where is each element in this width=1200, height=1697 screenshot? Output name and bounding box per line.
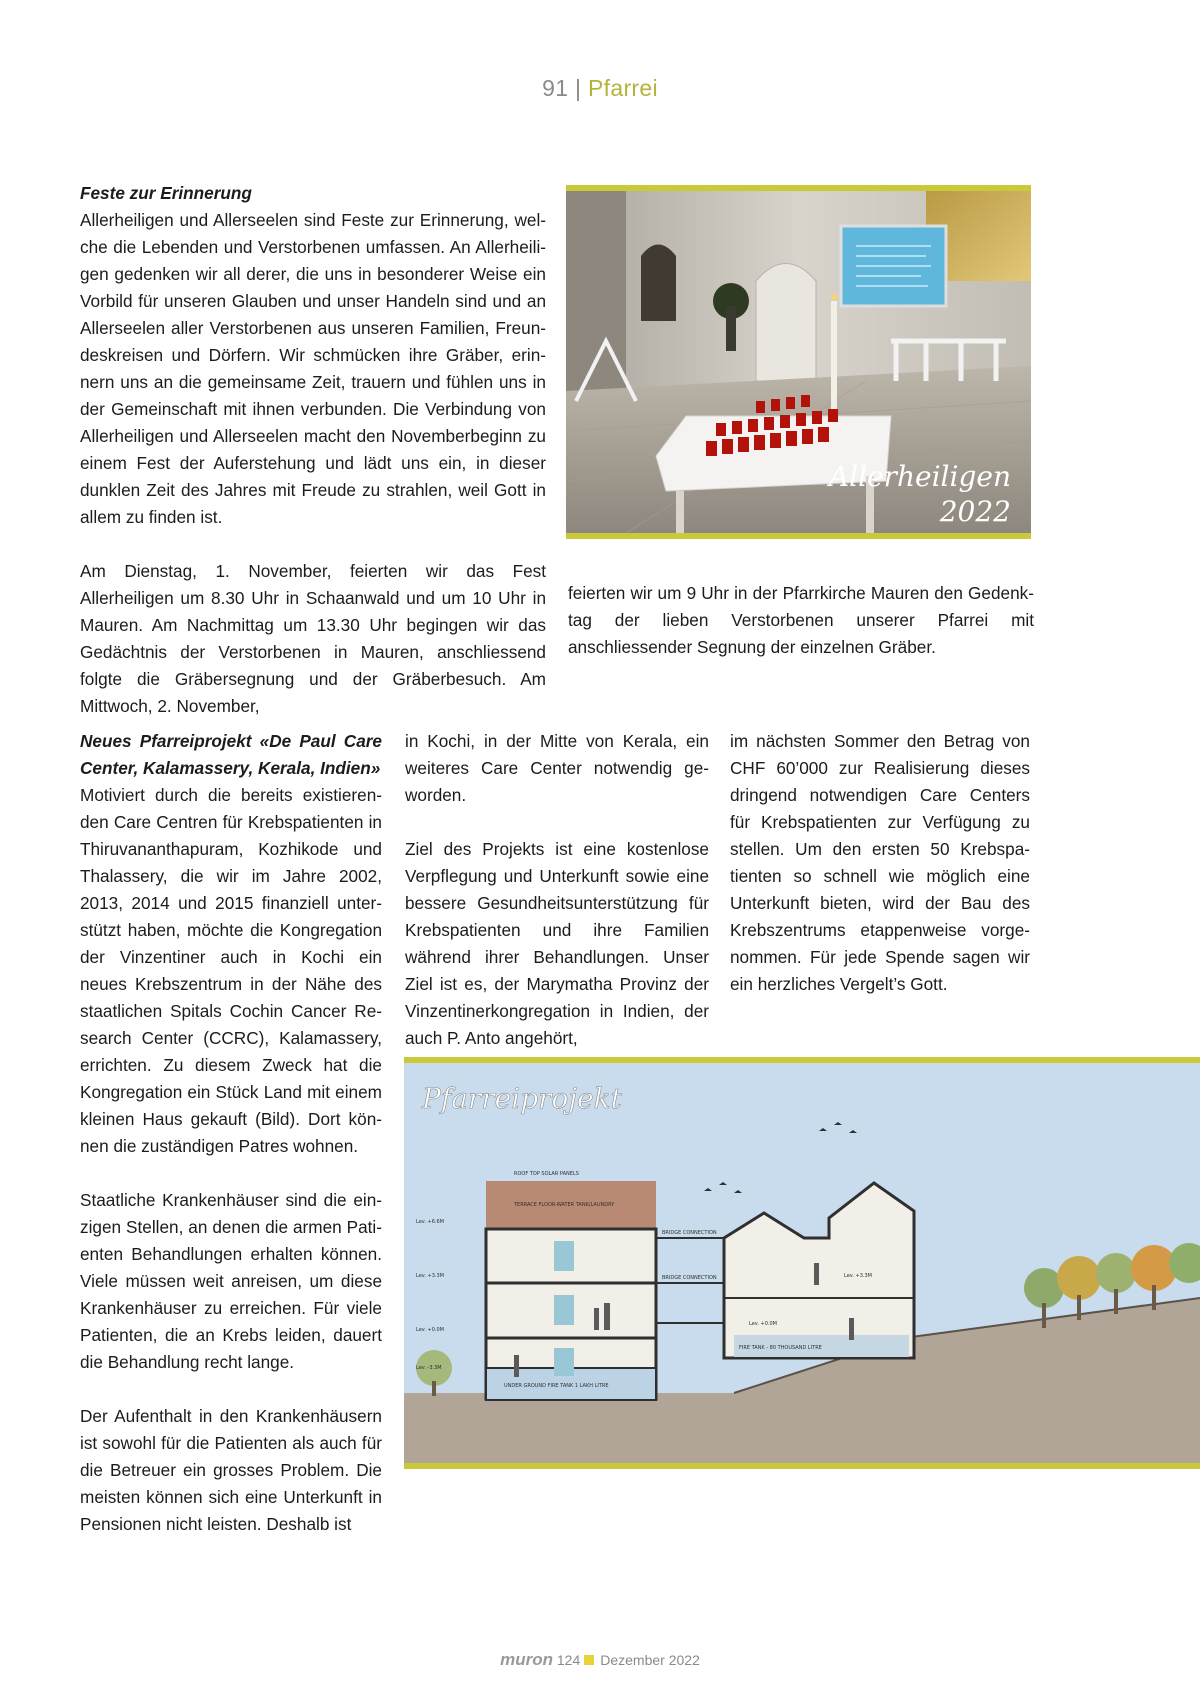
issue-date: Dezember 2022 xyxy=(600,1652,700,1668)
article2-column-1 xyxy=(80,728,382,1538)
article2-paragraph: Ziel des Projekts ist eine kostenlose Verpflegung und Unterkunft sowie eine bessere Gesundheitsunterstützung für Krebspatienten und ihre Familien während ihrer Behandlungen. Unser Ziel ist es, der Marymatha Provinz der Vinzentinerkongregation in Indien, der auch P. Anto angehört, xyxy=(405,839,709,1048)
label-level-right-first: Lev. +3.3M xyxy=(844,1273,872,1279)
building-section-drawing xyxy=(404,1063,1200,1463)
label-fire-tank: FIRE TANK - 80 THOUSAND LITRE xyxy=(739,1345,822,1351)
article2-column-3 xyxy=(730,728,1030,998)
label-level-terrace: Lev. +6.6M xyxy=(416,1219,444,1225)
article2-paragraph: in Kochi, in der Mitte von Kerala, ein weiteres Care Center notwendig geworden. xyxy=(405,731,709,805)
label-bridge-2: BRIDGE CONNECTION xyxy=(662,1275,717,1281)
page-footer xyxy=(0,1650,1200,1670)
article1-paragraph-continued: feierten wir um 9 Uhr in der Pfarrkirche Mauren den Gedenktag der lieben Verstorbenen unserer Pfarrei mit anschliessender Segnung der einzelnen Gräber. xyxy=(568,583,1034,657)
page-header xyxy=(0,75,1200,102)
project-drawing xyxy=(404,1057,1200,1469)
label-level-ground: Lev. +0.0M xyxy=(416,1327,444,1333)
page-number: 91 xyxy=(542,75,569,101)
allerheiligen-photo xyxy=(566,185,1031,539)
article2-paragraph: Der Aufenthalt in den Krankenhäusern ist sowohl für die Patienten als auch für die Betreuer ein grosses Problem. Die meisten können sich eine Unterkunft in Pensionen nicht leisten. Deshalb ist xyxy=(80,1406,382,1534)
magazine-brand: muron xyxy=(500,1650,553,1669)
section-title: Pfarrei xyxy=(588,75,658,101)
footer-square-icon xyxy=(584,1655,594,1665)
label-level-basement: Lev. -3.3M xyxy=(416,1365,442,1371)
label-bridge-1: BRIDGE CONNECTION xyxy=(662,1230,717,1236)
label-underground-tank: UNDER GROUND FIRE TANK 1 LAKH LITRE xyxy=(504,1383,609,1389)
label-level-right-ground: Lev. +0.0M xyxy=(749,1321,777,1327)
issue-number: 124 xyxy=(556,1652,581,1668)
church-interior-image xyxy=(566,191,1031,533)
label-roof-solar: ROOF TOP SOLAR PANELS xyxy=(514,1171,579,1177)
article1-heading: Feste zur Erinnerung xyxy=(80,183,252,203)
article1-paragraph: Allerheiligen und Allerseelen sind Feste zur Erinnerung, welche die Lebenden und Verstorbenen umfassen. An Allerheiligen gedenken wir all derer, die uns in besonderer Weise ein Vorbild für unseren Glauben und unser Handeln sind und an Allerseelen aller Verstorbenen aus unseren Familien, Freundeskreisen und Dörfern. Wir schmücken ihre Gräber, erinnern uns an die gemeinsame Zeit, trauern und fühlen uns in der Gemeinschaft mit ihnen verbunden. Die Verbindung von Allerheiligen und Allerseelen macht den Novemberbeginn zu einem Fest der Auferstehung und lädt uns ein, in dieser dunklen Zeit des Jahres mit Freude zu strahlen, weil Gott in allem zu finden ist. xyxy=(80,210,546,527)
article1-left-column xyxy=(80,180,546,720)
photo-caption-line1: Allerheiligen xyxy=(828,460,1011,493)
article2-paragraph: Motiviert durch die bereits existierenden Care Centren für Krebspatienten in Thiruvananthapuram, Kozhikode und Thalassery, die wir im Jahre 2002, 2013, 2014 und 2015 finanziell unterstützt haben, möchte die Kongregation der Vinzentiner auch in Kochi ein neues Krebszentrum in der Nähe des staatlichen Spitals Cochin Cancer Research Center (CCRC), Kalamassery, errichten. Zu diesem Zweck hat die Kongregation ein Stück Land mit einem kleinen Haus gekauft (Bild). Dort können die zuständigen Patres wohnen. xyxy=(80,785,382,1156)
article2-column-2 xyxy=(405,728,709,1052)
article1-right-column xyxy=(568,580,1034,661)
drawing-caption: Pfarreiprojekt xyxy=(422,1082,622,1115)
article1-paragraph-2: Am Dienstag, 1. November, feierten wir das Fest Allerheiligen um 8.30 Uhr in Schaanwald und um 10 Uhr in Mauren. Am Nachmittag um 13.30 Uhr begingen wir das Gedächtnis der Verstorbenen in Mauren, anschliessend folgte die Gräbersegnung und der Gräberbesuch. Am Mittwoch, 2. November, xyxy=(80,561,546,716)
article2-paragraph: Staatliche Krankenhäuser sind die einzigen Stellen, an denen die armen Patienten Behandlungen erhalten können. Viele müssen weit anreisen, um diese Krankenhäuser zu erreichen. Für viele Patienten, die an Krebs leiden, dauert die Behandlung recht lange. xyxy=(80,1190,382,1372)
article2-heading: Neues Pfarreiprojekt «De Paul Care Center, Kalamassery, Kerala, Indien» xyxy=(80,731,382,778)
header-separator: | xyxy=(575,75,582,101)
article2-paragraph: im nächsten Sommer den Betrag von CHF 60’000 zur Realisierung dieses dringend notwendigen Care Centers für Krebspatienten zur Verfügung zu stellen. Um den ersten 50 Krebspatienten so schnell wie möglich eine Unterkunft bieten, wird der Bau des Krebszentrums etappenweise vorgenommen. Für jede Spende sagen wir ein herzliches Vergelt’s Gott. xyxy=(730,731,1030,994)
label-terrace: TERRACE FLOOR-WATER TANK/LAUNDRY xyxy=(514,1202,615,1208)
label-level-first: Lev. +3.3M xyxy=(416,1273,444,1279)
photo-caption-line2: 2022 xyxy=(939,495,1011,528)
